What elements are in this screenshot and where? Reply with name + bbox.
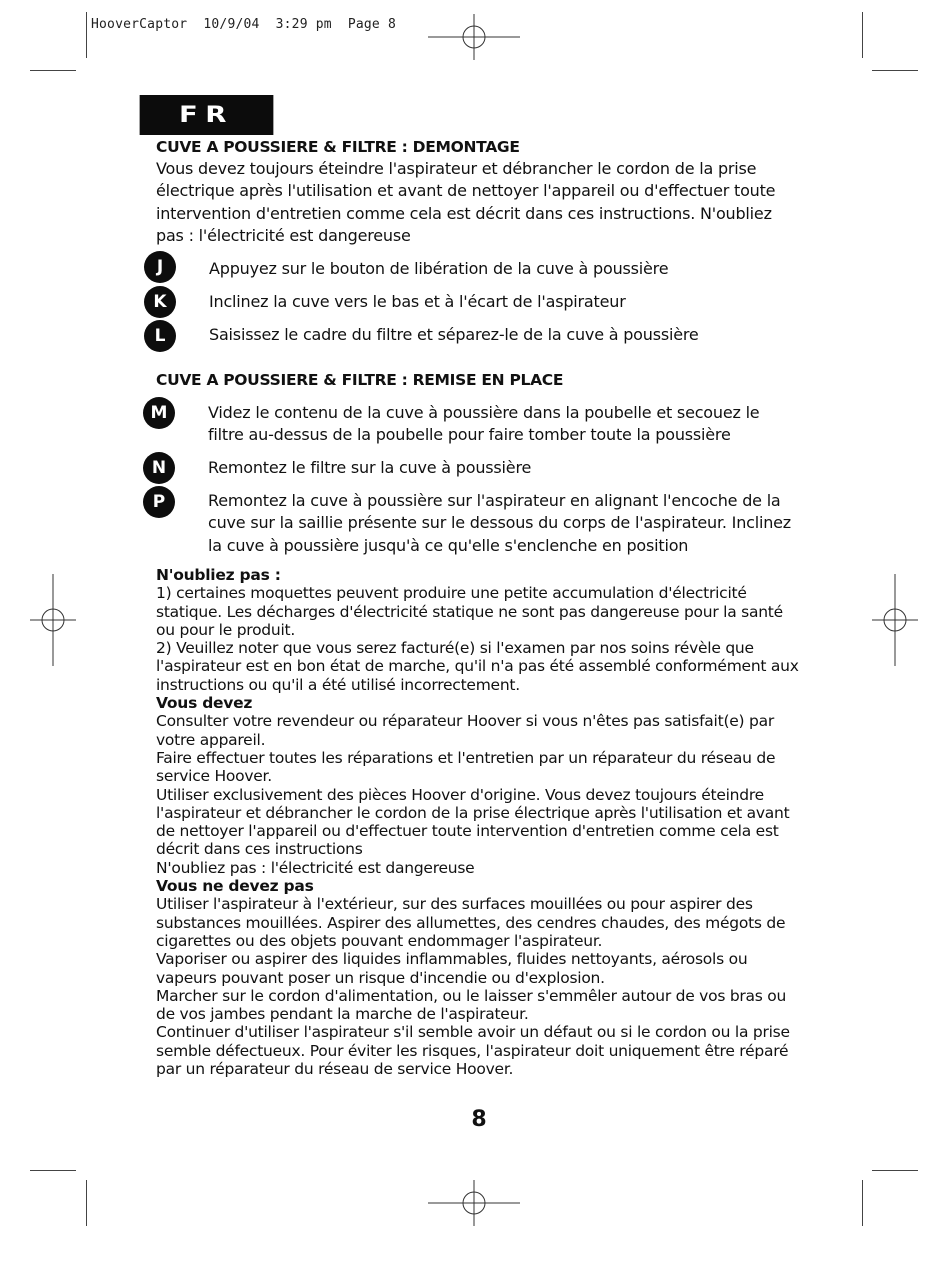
step-text-m: Videz le contenu de la cuve à poussière dans la poubelle et secouez le filtre au-dessus de la poubelle pour faire tomber toute la poussière bbox=[208, 403, 760, 445]
notes-heading-must-not: Vous ne devez pas bbox=[156, 877, 314, 896]
step-text-k: Inclinez la cuve vers le bas et à l'écart de l'aspirateur bbox=[209, 292, 626, 311]
notes-item-2: 2) Veuillez noter que vous serez facturé(e) si l'examen par nos soins révèle que l'aspirateur est en bon état de marche, qu'il n'a pas été assemblé conformément aux instructions ou qu'il a été utilisé incorrectement. bbox=[156, 639, 799, 694]
step-text-n: Remontez le filtre sur la cuve à poussière bbox=[208, 458, 532, 477]
crop-mark bbox=[30, 1170, 76, 1171]
step-marker-n: N bbox=[143, 452, 175, 484]
section-title-refit: CUVE A POUSSIERE & FILTRE : REMISE EN PLACE bbox=[156, 371, 564, 389]
crop-mark bbox=[86, 1180, 87, 1226]
must-item: N'oubliez pas : l'électricité est dangereuse bbox=[156, 858, 475, 877]
intro-paragraph: Vous devez toujours éteindre l'aspirateur et débrancher le cordon de la prise électrique après l'utilisation et avant de nettoyer l'appareil ou d'effectuer toute intervention d'entretien comme cela est décrit dans ces instructions. N'oubliez pas : l'électricité est dangereuse bbox=[156, 159, 776, 246]
notes-item-1: 1) certaines moquettes peuvent produire une petite accumulation d'électricité statique. Les décharges d'électricité statique ne sont pas dangereuse pour la santé ou pour le produit. bbox=[156, 584, 783, 639]
registration-mark-left bbox=[30, 574, 76, 666]
must-not-item: Utiliser l'aspirateur à l'extérieur, sur des surfaces mouillées ou pour aspirer des substances mouillées. Aspirer des allumettes, des cendres chaudes, des mégots de cigarettes ou des objets pouvant endommager l'aspirateur. bbox=[156, 895, 786, 950]
notes-heading-must: Vous devez bbox=[156, 694, 253, 713]
crop-mark bbox=[872, 70, 918, 71]
step-text-p: Remontez la cuve à poussière sur l'aspirateur en alignant l'encoche de la cuve sur la saillie présente sur le dessous du corps de l'aspirateur. Inclinez la cuve à poussière jusqu'à ce qu'elle s'enclenche en position bbox=[208, 491, 792, 555]
language-badge: FR bbox=[140, 95, 274, 135]
step-marker-l: L bbox=[144, 320, 176, 352]
registration-mark-bottom bbox=[428, 1180, 520, 1226]
notes-block bbox=[156, 566, 801, 1078]
step-text-l: Saisissez le cadre du filtre et séparez-le de la cuve à poussière bbox=[209, 325, 699, 344]
step-marker-p: P bbox=[143, 486, 175, 518]
notes-heading-remember: N'oubliez pas : bbox=[156, 566, 281, 584]
step-marker-k: K bbox=[144, 286, 176, 318]
must-not-item: Marcher sur le cordon d'alimentation, ou le laisser s'emmêler autour de vos bras ou de vos jambes pendant la marche de l'aspirateur. bbox=[156, 986, 787, 1024]
must-not-item: Vaporiser ou aspirer des liquides inflammables, fluides nettoyants, aérosols ou vapeurs pouvant poser un risque d'incendie ou d'explosion. bbox=[156, 950, 748, 987]
must-item: Faire effectuer toutes les réparations et l'entretien par un réparateur du réseau de service Hoover. bbox=[156, 748, 776, 786]
step-marker-m: M bbox=[143, 397, 175, 429]
printer-slug: HooverCaptor 10/9/04 3:29 pm Page 8 bbox=[91, 17, 397, 32]
step-marker-j: J bbox=[144, 251, 176, 283]
page-number: 8 bbox=[471, 1107, 487, 1132]
must-item: Utiliser exclusivement des pièces Hoover d'origine. Vous devez toujours éteindre l'aspirateur et débrancher le cordon de la prise électrique après l'utilisation et avant de nettoyer l'appareil ou d'effectuer toute intervention d'entretien comme cela est décrit dans ces instructions bbox=[156, 785, 790, 859]
step-text-j: Appuyez sur le bouton de libération de la cuve à poussière bbox=[209, 259, 669, 278]
must-not-item: Continuer d'utiliser l'aspirateur s'il semble avoir un défaut ou si le cordon ou la prise semble défectueux. Pour éviter les risques, l'aspirateur doit uniquement être réparé par un réparateur du réseau de service Hoover. bbox=[156, 1023, 790, 1079]
crop-mark bbox=[862, 12, 863, 58]
registration-mark-top bbox=[428, 14, 520, 60]
crop-mark bbox=[30, 70, 76, 71]
crop-mark bbox=[86, 12, 87, 58]
must-item: Consulter votre revendeur ou réparateur Hoover si vous n'êtes pas satisfait(e) par votre appareil. bbox=[156, 712, 774, 749]
crop-mark bbox=[862, 1180, 863, 1226]
registration-mark-right bbox=[872, 574, 918, 666]
crop-mark bbox=[872, 1170, 918, 1171]
section-title-removal: CUVE A POUSSIERE & FILTRE : DEMONTAGE bbox=[156, 138, 520, 156]
